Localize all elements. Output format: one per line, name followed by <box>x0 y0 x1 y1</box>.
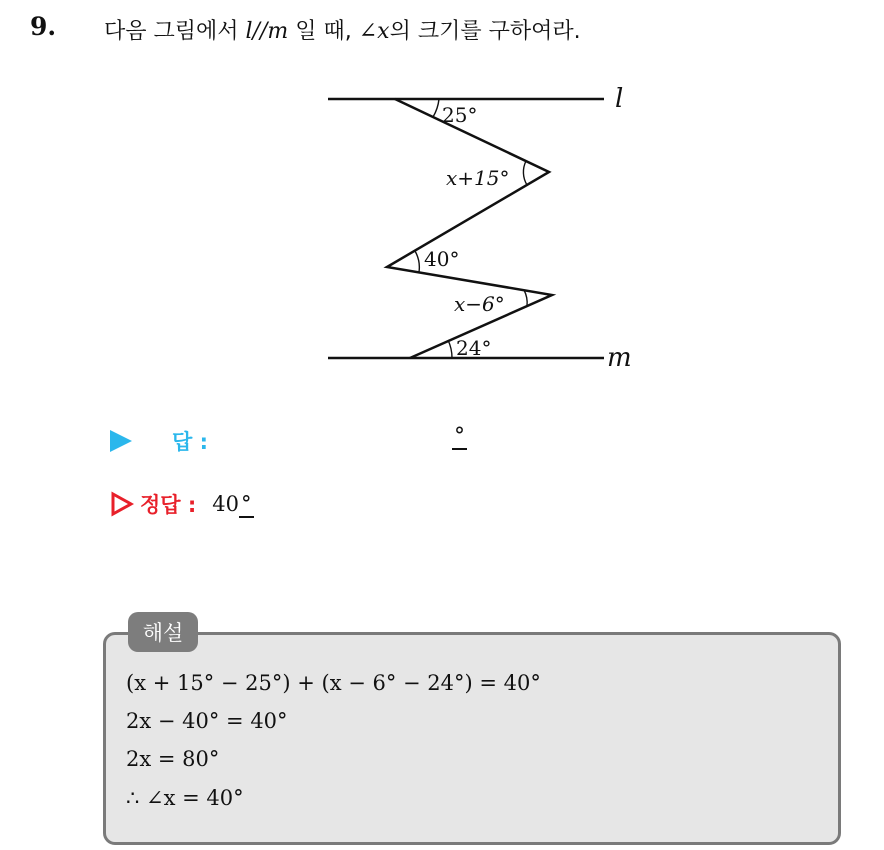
correct-value-unit: ° <box>241 492 252 516</box>
solution-tab: 해설 <box>128 612 198 652</box>
correct-value-number: 40 <box>212 492 240 516</box>
answer-row <box>110 424 208 458</box>
arc-40 <box>415 251 419 272</box>
arc-x-minus-6 <box>524 290 527 306</box>
play-icon <box>110 430 132 452</box>
arc-25 <box>433 99 439 117</box>
label-angle-24: 24° <box>456 336 492 360</box>
label-angle-25: 25° <box>442 103 478 127</box>
correct-answer-row <box>110 487 254 521</box>
solution-line-3: 2x = 80° <box>126 747 220 771</box>
solution-line-2: 2x − 40° = 40° <box>126 709 288 733</box>
solution-line-4: ∴ ∠x = 40° <box>126 786 244 810</box>
answer-input-blank[interactable]: ° <box>454 424 465 449</box>
label-line-m: m <box>607 343 632 373</box>
arc-24 <box>448 340 452 358</box>
label-angle-40: 40° <box>424 247 460 271</box>
solution-line-1: (x + 15° − 25°) + (x − 6° − 24°) = 40° <box>126 671 541 695</box>
label-angle-x-plus-15: x+15° <box>446 166 510 190</box>
correct-value <box>212 492 253 516</box>
question-text-after: 의 크기를 구하여라. <box>389 19 581 44</box>
question-text-before: 다음 그림에서 <box>104 19 239 44</box>
zigzag-path <box>387 99 552 358</box>
correct-label: 정답 : <box>140 493 197 517</box>
solution-box <box>103 632 841 845</box>
question-text-middle: 일 때, <box>295 19 352 44</box>
question-number: 9. <box>30 12 57 41</box>
outline-play-icon <box>110 491 134 517</box>
label-line-l: l <box>615 84 624 114</box>
question-angle-x: ∠x <box>358 19 390 44</box>
answer-label: 답 : <box>172 430 208 454</box>
arc-x-plus-15 <box>523 161 527 185</box>
geometry-figure <box>0 0 884 420</box>
question-parallel-notation: l//m <box>245 19 289 44</box>
label-angle-x-minus-6: x−6° <box>454 292 505 316</box>
